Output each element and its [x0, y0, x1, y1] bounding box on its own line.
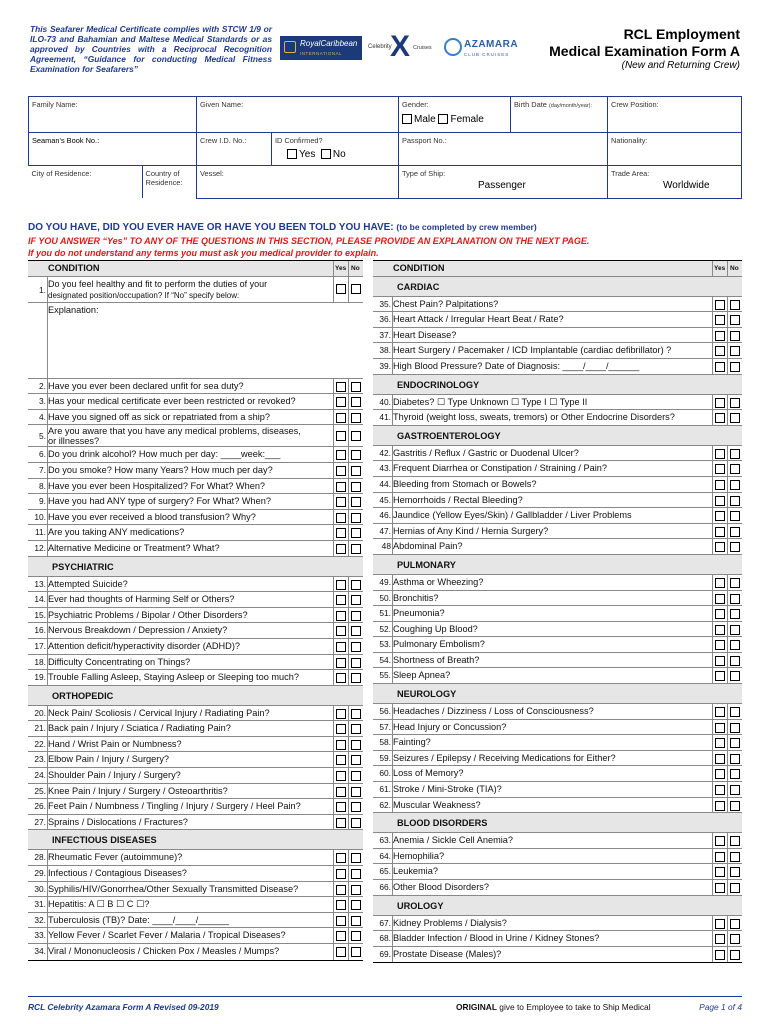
- yes-checkbox[interactable]: [715, 480, 725, 490]
- no-checkbox[interactable]: [730, 950, 740, 960]
- yes-checkbox[interactable]: [336, 382, 346, 392]
- condition-row: 21. Back pain / Injury / Sciatica / Radiating Pain?: [28, 721, 363, 737]
- seamans-book-field[interactable]: Seaman's Book No.:: [29, 133, 197, 166]
- condition-row: 14. Ever had thoughts of Harming Self or Others?: [28, 592, 363, 608]
- no-checkbox[interactable]: [730, 625, 740, 635]
- condition-row: 49. Asthma or Wheezing?: [373, 575, 742, 591]
- crown-icon: [284, 41, 296, 53]
- column-header: CONDITION Yes No: [28, 261, 363, 277]
- yes-checkbox[interactable]: [336, 642, 346, 652]
- celebrity-label: Celebrity: [368, 44, 392, 50]
- yes-checkbox[interactable]: [336, 413, 346, 423]
- no-checkbox[interactable]: [351, 900, 361, 910]
- no-checkbox[interactable]: [351, 740, 361, 750]
- yes-checkbox[interactable]: [715, 496, 725, 506]
- yes-checkbox[interactable]: [715, 738, 725, 748]
- no-checkbox[interactable]: [730, 527, 740, 537]
- yes-checkbox[interactable]: [715, 950, 725, 960]
- yes-checkbox[interactable]: [336, 513, 346, 523]
- condition-row: 32. Tuberculosis (TB)? Date: ____/____/______: [28, 913, 363, 929]
- no-checkbox[interactable]: [351, 802, 361, 812]
- condition-row: 25. Knee Pain / Injury / Surgery / Osteoarthritis?: [28, 784, 363, 800]
- yes-checkbox[interactable]: [336, 885, 346, 895]
- yes-checkbox[interactable]: [336, 528, 346, 538]
- city-field[interactable]: City of Residence:: [29, 166, 143, 198]
- no-checkbox[interactable]: [351, 284, 361, 294]
- trade-area-field: Trade Area: Worldwide: [608, 166, 742, 199]
- female-checkbox[interactable]: [438, 114, 448, 124]
- no-checkbox[interactable]: [730, 934, 740, 944]
- yes-checkbox[interactable]: [715, 413, 725, 423]
- passport-field[interactable]: Passport No.:: [399, 133, 608, 166]
- yes-checkbox[interactable]: [715, 867, 725, 877]
- no-checkbox[interactable]: [730, 785, 740, 795]
- no-checkbox[interactable]: [351, 771, 361, 781]
- condition-row: 41. Thyroid (weight loss, sweats, tremors) or Other Endocrine Disorders?: [373, 410, 742, 426]
- condition-row: 8. Have you ever been Hospitalized? For What? When?: [28, 479, 363, 495]
- yes-checkbox[interactable]: [336, 482, 346, 492]
- no-checkbox[interactable]: [730, 919, 740, 929]
- condition-row: 9. Have you had ANY type of surgery? For What? When?: [28, 494, 363, 510]
- warning-terms: If you do not understand any terms you must ask you medical provider to explain.: [28, 248, 379, 258]
- questions-heading: DO YOU HAVE, DID YOU EVER HAVE OR HAVE YOU BEEN TOLD YOU HAVE: (to be completed by crew member): [28, 222, 537, 233]
- yes-checkbox[interactable]: [336, 431, 346, 441]
- section-header: BLOOD DISORDERS: [373, 813, 742, 833]
- yes-checkbox[interactable]: [336, 802, 346, 812]
- condition-row: 37. Heart Disease?: [373, 328, 742, 344]
- no-checkbox[interactable]: [351, 755, 361, 765]
- condition-row: 62. Muscular Weakness?: [373, 798, 742, 814]
- title-line-3: (New and Returning Crew): [621, 60, 740, 71]
- condition-row: 27. Sprains / Dislocations / Fractures?: [28, 815, 363, 831]
- id-confirmed-field: ID Confirmed? Yes No: [272, 133, 399, 166]
- yes-checkbox[interactable]: [715, 836, 725, 846]
- footer-instructions: ORIGINAL give to Employee to take to Ship Medical: [456, 1002, 651, 1012]
- yes-checkbox[interactable]: [715, 362, 725, 372]
- no-checkbox[interactable]: [730, 723, 740, 733]
- yes-checkbox[interactable]: [336, 595, 346, 605]
- no-checkbox[interactable]: [351, 869, 361, 879]
- compliance-note: This Seafarer Medical Certificate complies with STCW 1/9 or ILO-73 and Bahamian and Maltese Medical Standards or as approved by Countries with a Reciprocal Recognition Agreement, “Guidance for conducting Medical Fitness Examination for Seafarers”: [30, 24, 272, 74]
- condition-row: 23. Elbow Pain / Injury / Surgery?: [28, 752, 363, 768]
- condition-row: 13. Attempted Suicide?: [28, 577, 363, 593]
- no-checkbox[interactable]: [730, 883, 740, 893]
- condition-row: 35. Chest Pain? Palpitations?: [373, 297, 742, 313]
- no-checkbox[interactable]: [730, 867, 740, 877]
- condition-row: 54. Shortness of Breath?: [373, 653, 742, 669]
- no-checkbox[interactable]: [351, 818, 361, 828]
- no-checkbox[interactable]: [351, 916, 361, 926]
- condition-row: 58. Fainting?: [373, 735, 742, 751]
- no-checkbox[interactable]: [730, 656, 740, 666]
- yes-checkbox[interactable]: [336, 916, 346, 926]
- no-checkbox[interactable]: [730, 640, 740, 650]
- yes-checkbox[interactable]: [336, 755, 346, 765]
- no-checkbox[interactable]: [351, 885, 361, 895]
- condition-row: 63. Anemia / Sickle Cell Anemia?: [373, 833, 742, 849]
- condition-row: 61. Stroke / Mini-Stroke (TIA)?: [373, 782, 742, 798]
- no-checkbox[interactable]: [730, 496, 740, 506]
- no-checkbox[interactable]: [351, 595, 361, 605]
- condition-row: 64. Hemophilia?: [373, 849, 742, 865]
- no-checkbox[interactable]: [730, 836, 740, 846]
- no-checkbox[interactable]: [730, 449, 740, 459]
- yes-checkbox[interactable]: [715, 578, 725, 588]
- condition-row: 33. Yellow Fever / Scarlet Fever / Malaria / Tropical Diseases?: [28, 928, 363, 944]
- azamara-emblem-icon: [444, 38, 462, 56]
- yes-checkbox[interactable]: [336, 544, 346, 554]
- no-checkbox[interactable]: [351, 544, 361, 554]
- no-checkbox[interactable]: [351, 611, 361, 621]
- celebrity-x-logo: X: [390, 30, 411, 63]
- yes-checkbox[interactable]: [336, 611, 346, 621]
- condition-row: 38. Heart Surgery / Pacemaker / ICD Implantable (cardiac defibrillator) ?: [373, 343, 742, 359]
- condition-row: 66. Other Blood Disorders?: [373, 880, 742, 896]
- male-checkbox[interactable]: [402, 114, 412, 124]
- section-header: NEUROLOGY: [373, 684, 742, 704]
- condition-row: 43. Frequent Diarrhea or Constipation / Straining / Pain?: [373, 461, 742, 477]
- condition-row: 31. Hepatitis: A ☐ B ☐ C ☐?: [28, 897, 363, 913]
- section-header: ENDOCRINOLOGY: [373, 375, 742, 395]
- yes-checkbox[interactable]: [715, 656, 725, 666]
- no-checkbox[interactable]: [351, 642, 361, 652]
- yes-checkbox[interactable]: [715, 852, 725, 862]
- yes-checkbox[interactable]: [336, 397, 346, 407]
- ship-type-value: Passenger: [478, 180, 526, 191]
- warning-yes: IF YOU ANSWER “Yes” TO ANY OF THE QUESTIONS IN THIS SECTION, PLEASE PROVIDE AN EXPLANATION ON THE NEXT PAGE.: [28, 236, 590, 246]
- condition-row: 18. Difficulty Concentrating on Things?: [28, 655, 363, 671]
- yes-checkbox[interactable]: [336, 947, 346, 957]
- no-checkbox[interactable]: [351, 382, 361, 392]
- birth-date-field[interactable]: Birth Date (day/month/year):: [511, 97, 608, 133]
- trade-area-value: Worldwide: [663, 180, 710, 191]
- id-no-checkbox[interactable]: [321, 149, 331, 159]
- condition-row: 2. Have you ever been declared unfit for sea duty?: [28, 379, 363, 395]
- no-checkbox[interactable]: [351, 709, 361, 719]
- nationality-field[interactable]: Nationality:: [608, 133, 742, 166]
- no-checkbox[interactable]: [730, 671, 740, 681]
- no-checkbox[interactable]: [351, 413, 361, 423]
- yes-checkbox[interactable]: [336, 673, 346, 683]
- ship-type-field: Type of Ship: Passenger: [399, 166, 608, 199]
- yes-checkbox[interactable]: [336, 580, 346, 590]
- no-checkbox[interactable]: [351, 482, 361, 492]
- condition-row: 48 Abdominal Pain?: [373, 539, 742, 555]
- yes-checkbox[interactable]: [715, 671, 725, 681]
- yes-checkbox[interactable]: [715, 527, 725, 537]
- yes-checkbox[interactable]: [336, 900, 346, 910]
- footer-form-revision: RCL Celebrity Azamara Form A Revised 09-2019: [28, 1002, 219, 1012]
- section-header: INFECTIOUS DISEASES: [28, 830, 363, 850]
- condition-row: 57. Head Injury or Concussion?: [373, 720, 742, 736]
- condition-row: 59. Seizures / Epilepsy / Receiving Medications for Either?: [373, 751, 742, 767]
- yes-checkbox[interactable]: [715, 883, 725, 893]
- no-checkbox[interactable]: [730, 331, 740, 341]
- condition-row: 52. Coughing Up Blood?: [373, 622, 742, 638]
- given-name-field[interactable]: Given Name:: [197, 97, 399, 133]
- condition-row: 10. Have you ever received a blood transfusion? Why?: [28, 510, 363, 526]
- condition-row: 19. Trouble Falling Asleep, Staying Asleep or Sleeping too much?: [28, 670, 363, 686]
- yes-checkbox[interactable]: [336, 740, 346, 750]
- condition-row: 12. Alternative Medicine or Treatment? What?: [28, 541, 363, 557]
- yes-checkbox[interactable]: [715, 449, 725, 459]
- condition-row: 26. Feet Pain / Numbness / Tingling / Injury / Surgery / Heel Pain?: [28, 799, 363, 815]
- no-checkbox[interactable]: [351, 853, 361, 863]
- right-conditions-column: [373, 260, 742, 963]
- no-checkbox[interactable]: [730, 738, 740, 748]
- section-header: GASTROENTEROLOGY: [373, 426, 742, 446]
- no-checkbox[interactable]: [730, 315, 740, 325]
- cruises-label: Cruises: [413, 45, 432, 51]
- yes-checkbox[interactable]: [715, 346, 725, 356]
- no-checkbox[interactable]: [730, 801, 740, 811]
- yes-checkbox[interactable]: [336, 497, 346, 507]
- no-checkbox[interactable]: [351, 947, 361, 957]
- brand-logos: [280, 30, 520, 64]
- condition-row: 28. Rheumatic Fever (autoimmune)?: [28, 850, 363, 866]
- yes-checkbox[interactable]: [715, 331, 725, 341]
- no-checkbox[interactable]: [351, 931, 361, 941]
- condition-row: 56. Headaches / Dizziness / Loss of Consciousness?: [373, 704, 742, 720]
- yes-checkbox[interactable]: [715, 625, 725, 635]
- residence-cells: [29, 166, 197, 199]
- yes-checkbox[interactable]: [715, 919, 725, 929]
- condition-row: 60. Loss of Memory?: [373, 766, 742, 782]
- condition-row: 55. Sleep Apnea?: [373, 668, 742, 684]
- condition-row: 39. High Blood Pressure? Date of Diagnosis: ____/____/______: [373, 359, 742, 375]
- yes-checkbox[interactable]: [715, 315, 725, 325]
- no-checkbox[interactable]: [351, 658, 361, 668]
- no-checkbox[interactable]: [351, 397, 361, 407]
- condition-row: 47. Hernias of Any Kind / Hernia Surgery?: [373, 524, 742, 540]
- yes-checkbox[interactable]: [336, 658, 346, 668]
- no-checkbox[interactable]: [730, 578, 740, 588]
- section-header: CARDIAC: [373, 277, 742, 297]
- yes-checkbox[interactable]: [715, 464, 725, 474]
- country-field[interactable]: Country of Residence:: [145, 169, 183, 187]
- vessel-field[interactable]: Vessel:: [197, 166, 399, 199]
- crew-position-field[interactable]: Crew Position:: [608, 97, 742, 133]
- title-line-2: Medical Examination Form A: [549, 43, 740, 59]
- yes-checkbox[interactable]: [715, 785, 725, 795]
- yes-checkbox[interactable]: [715, 723, 725, 733]
- no-checkbox[interactable]: [351, 528, 361, 538]
- section-header: ORTHOPEDIC: [28, 686, 363, 706]
- yes-checkbox[interactable]: [336, 931, 346, 941]
- condition-row: 22. Hand / Wrist Pain or Numbness?: [28, 737, 363, 753]
- condition-row: 7. Do you smoke? How many Years? How much per day?: [28, 463, 363, 479]
- yes-checkbox[interactable]: [336, 771, 346, 781]
- no-checkbox[interactable]: [351, 431, 361, 441]
- condition-row: 30. Syphilis/HIV/Gonorrhea/Other Sexually Transmitted Disease?: [28, 882, 363, 898]
- no-checkbox[interactable]: [351, 673, 361, 683]
- no-checkbox[interactable]: [730, 346, 740, 356]
- no-checkbox[interactable]: [730, 769, 740, 779]
- yes-checkbox[interactable]: [336, 709, 346, 719]
- yes-checkbox[interactable]: [336, 450, 346, 460]
- footer: [28, 996, 742, 1012]
- family-name-field[interactable]: Family Name:: [29, 97, 197, 133]
- condition-row: 65. Leukemia?: [373, 864, 742, 880]
- no-checkbox[interactable]: [351, 626, 361, 636]
- no-checkbox[interactable]: [730, 852, 740, 862]
- condition-row: 34. Viral / Mononucleosis / Chicken Pox / Measles / Mumps?: [28, 944, 363, 960]
- explanation-box[interactable]: Explanation:: [28, 303, 363, 379]
- yes-checkbox[interactable]: [715, 398, 725, 408]
- azamara-logo: AZAMARA CLUB CRUISES: [464, 39, 519, 57]
- condition-row: 16. Nervous Breakdown / Depression / Anxiety?: [28, 623, 363, 639]
- no-checkbox[interactable]: [730, 511, 740, 521]
- yes-checkbox[interactable]: [336, 724, 346, 734]
- yes-checkbox[interactable]: [336, 626, 346, 636]
- section-header: UROLOGY: [373, 896, 742, 916]
- royal-caribbean-logo: RoyalCaribbean INTERNATIONAL: [280, 36, 362, 60]
- no-checkbox[interactable]: [730, 300, 740, 310]
- condition-row: 17. Attention deficit/hyperactivity disorder (ADHD)?: [28, 639, 363, 655]
- yes-checkbox[interactable]: [336, 818, 346, 828]
- section-header: PULMONARY: [373, 555, 742, 575]
- condition-row: 15. Psychiatric Problems / Bipolar / Other Disorders?: [28, 608, 363, 624]
- column-header: CONDITION Yes No: [373, 261, 742, 277]
- no-checkbox[interactable]: [730, 398, 740, 408]
- yes-checkbox[interactable]: [715, 594, 725, 604]
- condition-row: 29. Infectious / Contagious Diseases?: [28, 866, 363, 882]
- no-checkbox[interactable]: [351, 466, 361, 476]
- no-checkbox[interactable]: [351, 450, 361, 460]
- id-yes-checkbox[interactable]: [287, 149, 297, 159]
- yes-checkbox[interactable]: [336, 869, 346, 879]
- yes-checkbox[interactable]: [336, 853, 346, 863]
- condition-row: 67. Kidney Problems / Dialysis?: [373, 916, 742, 932]
- crew-id-field[interactable]: Crew I.D. No.:: [197, 133, 272, 166]
- yes-checkbox[interactable]: [715, 707, 725, 717]
- footer-page-number: Page 1 of 4: [699, 1002, 742, 1012]
- no-checkbox[interactable]: [351, 724, 361, 734]
- no-checkbox[interactable]: [730, 754, 740, 764]
- no-checkbox[interactable]: [730, 464, 740, 474]
- yes-checkbox[interactable]: [336, 284, 346, 294]
- no-checkbox[interactable]: [730, 707, 740, 717]
- yes-checkbox[interactable]: [336, 787, 346, 797]
- condition-row: 46. Jaundice (Yellow Eyes/Skin) / Gallbladder / Liver Problems: [373, 508, 742, 524]
- condition-row: 6. Do you drink alcohol? How much per day: ____week:___: [28, 447, 363, 463]
- personal-info-table: [28, 96, 742, 199]
- condition-row: 45. Hemorrhoids / Rectal Bleeding?: [373, 493, 742, 509]
- gender-field: Gender: Male Female: [399, 97, 511, 133]
- left-conditions-column: [28, 260, 363, 961]
- condition-row: 50. Bronchitis?: [373, 591, 742, 607]
- no-checkbox[interactable]: [730, 542, 740, 552]
- no-checkbox[interactable]: [351, 787, 361, 797]
- yes-checkbox[interactable]: [715, 609, 725, 619]
- no-checkbox[interactable]: [730, 480, 740, 490]
- no-checkbox[interactable]: [351, 513, 361, 523]
- condition-row: 5. Are you aware that you have any medical problems, diseases, or illnesses?: [28, 425, 363, 447]
- no-checkbox[interactable]: [730, 413, 740, 423]
- condition-row: 11. Are you taking ANY medications?: [28, 525, 363, 541]
- no-checkbox[interactable]: [730, 594, 740, 604]
- yes-checkbox[interactable]: [336, 466, 346, 476]
- yes-checkbox[interactable]: [715, 542, 725, 552]
- condition-row: 40. Diabetes? ☐ Type Unknown ☐ Type I ☐ Type II: [373, 395, 742, 411]
- yes-checkbox[interactable]: [715, 640, 725, 650]
- title-line-1: RCL Employment: [623, 26, 740, 42]
- no-checkbox[interactable]: [351, 497, 361, 507]
- condition-row: 44. Bleeding from Stomach or Bowels?: [373, 477, 742, 493]
- yes-checkbox[interactable]: [715, 769, 725, 779]
- no-checkbox[interactable]: [730, 609, 740, 619]
- condition-row: 53. Pulmonary Embolism?: [373, 637, 742, 653]
- condition-row: 69. Prostate Disease (Males)?: [373, 947, 742, 963]
- section-header: PSYCHIATRIC: [28, 557, 363, 577]
- condition-row: 20. Neck Pain/ Scoliosis / Cervical Injury / Radiating Pain?: [28, 706, 363, 722]
- form-title: [549, 26, 740, 72]
- yes-checkbox[interactable]: [715, 511, 725, 521]
- condition-row: 42. Gastritis / Reflux / Gastric or Duodenal Ulcer?: [373, 446, 742, 462]
- yes-checkbox[interactable]: [715, 754, 725, 764]
- no-checkbox[interactable]: [730, 362, 740, 372]
- condition-row: 51. Pneumonia?: [373, 606, 742, 622]
- condition-row: 24. Shoulder Pain / Injury / Surgery?: [28, 768, 363, 784]
- condition-row: 3. Has your medical certificate ever been restricted or revoked?: [28, 394, 363, 410]
- condition-row: 36. Heart Attack / Irregular Heart Beat / Rate?: [373, 312, 742, 328]
- condition-row: 68. Bladder Infection / Blood in Urine / Kidney Stones?: [373, 931, 742, 947]
- condition-row-q1: 1. Do you feel healthy and fit to perform the duties of your designated position/occupation? If “No” specify below:: [28, 277, 363, 303]
- no-checkbox[interactable]: [351, 580, 361, 590]
- yes-checkbox[interactable]: [715, 801, 725, 811]
- condition-row: 4. Have you signed off as sick or repatriated from a ship?: [28, 410, 363, 426]
- yes-checkbox[interactable]: [715, 300, 725, 310]
- yes-checkbox[interactable]: [715, 934, 725, 944]
